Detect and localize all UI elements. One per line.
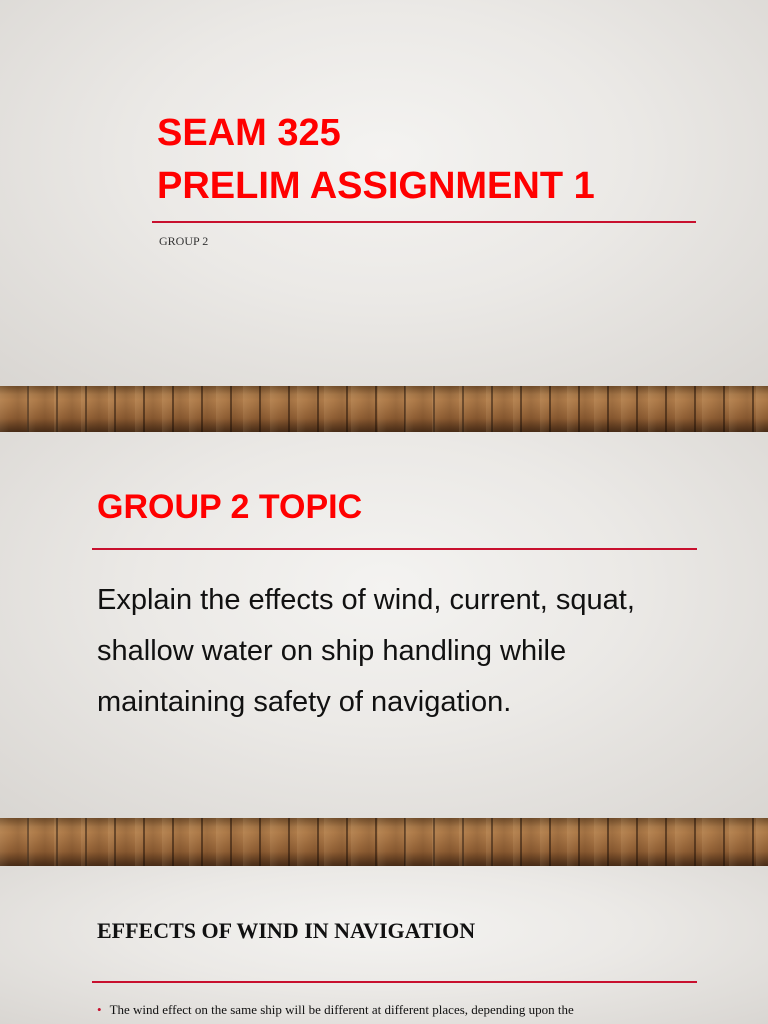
slide-topic	[0, 432, 768, 818]
topic-divider	[92, 548, 697, 550]
slide-title-line-1: SEAM 325	[157, 112, 341, 154]
slide-title	[0, 0, 768, 386]
bullet-text: The wind effect on the same ship will be different at different places, depending upon the	[109, 1002, 574, 1017]
bullet-dot-icon: •	[97, 1002, 102, 1017]
slide-wind-effects	[0, 866, 768, 1024]
topic-body-text: Explain the effects of wind, current, squat, shallow water on ship handling while maintaining safety of navigation.	[97, 584, 635, 718]
wind-effects-heading: EFFECTS OF WIND IN NAVIGATION	[97, 918, 476, 943]
topic-heading: GROUP 2 TOPIC	[97, 488, 363, 526]
wood-floor-divider	[0, 386, 768, 432]
slide-subtitle: GROUP 2	[159, 234, 209, 248]
bullet-item	[97, 1002, 707, 1018]
wood-floor-divider	[0, 818, 768, 866]
wind-effects-divider	[92, 981, 697, 983]
title-divider	[152, 221, 696, 223]
slide-title-line-2: PRELIM ASSIGNMENT 1	[157, 165, 595, 207]
